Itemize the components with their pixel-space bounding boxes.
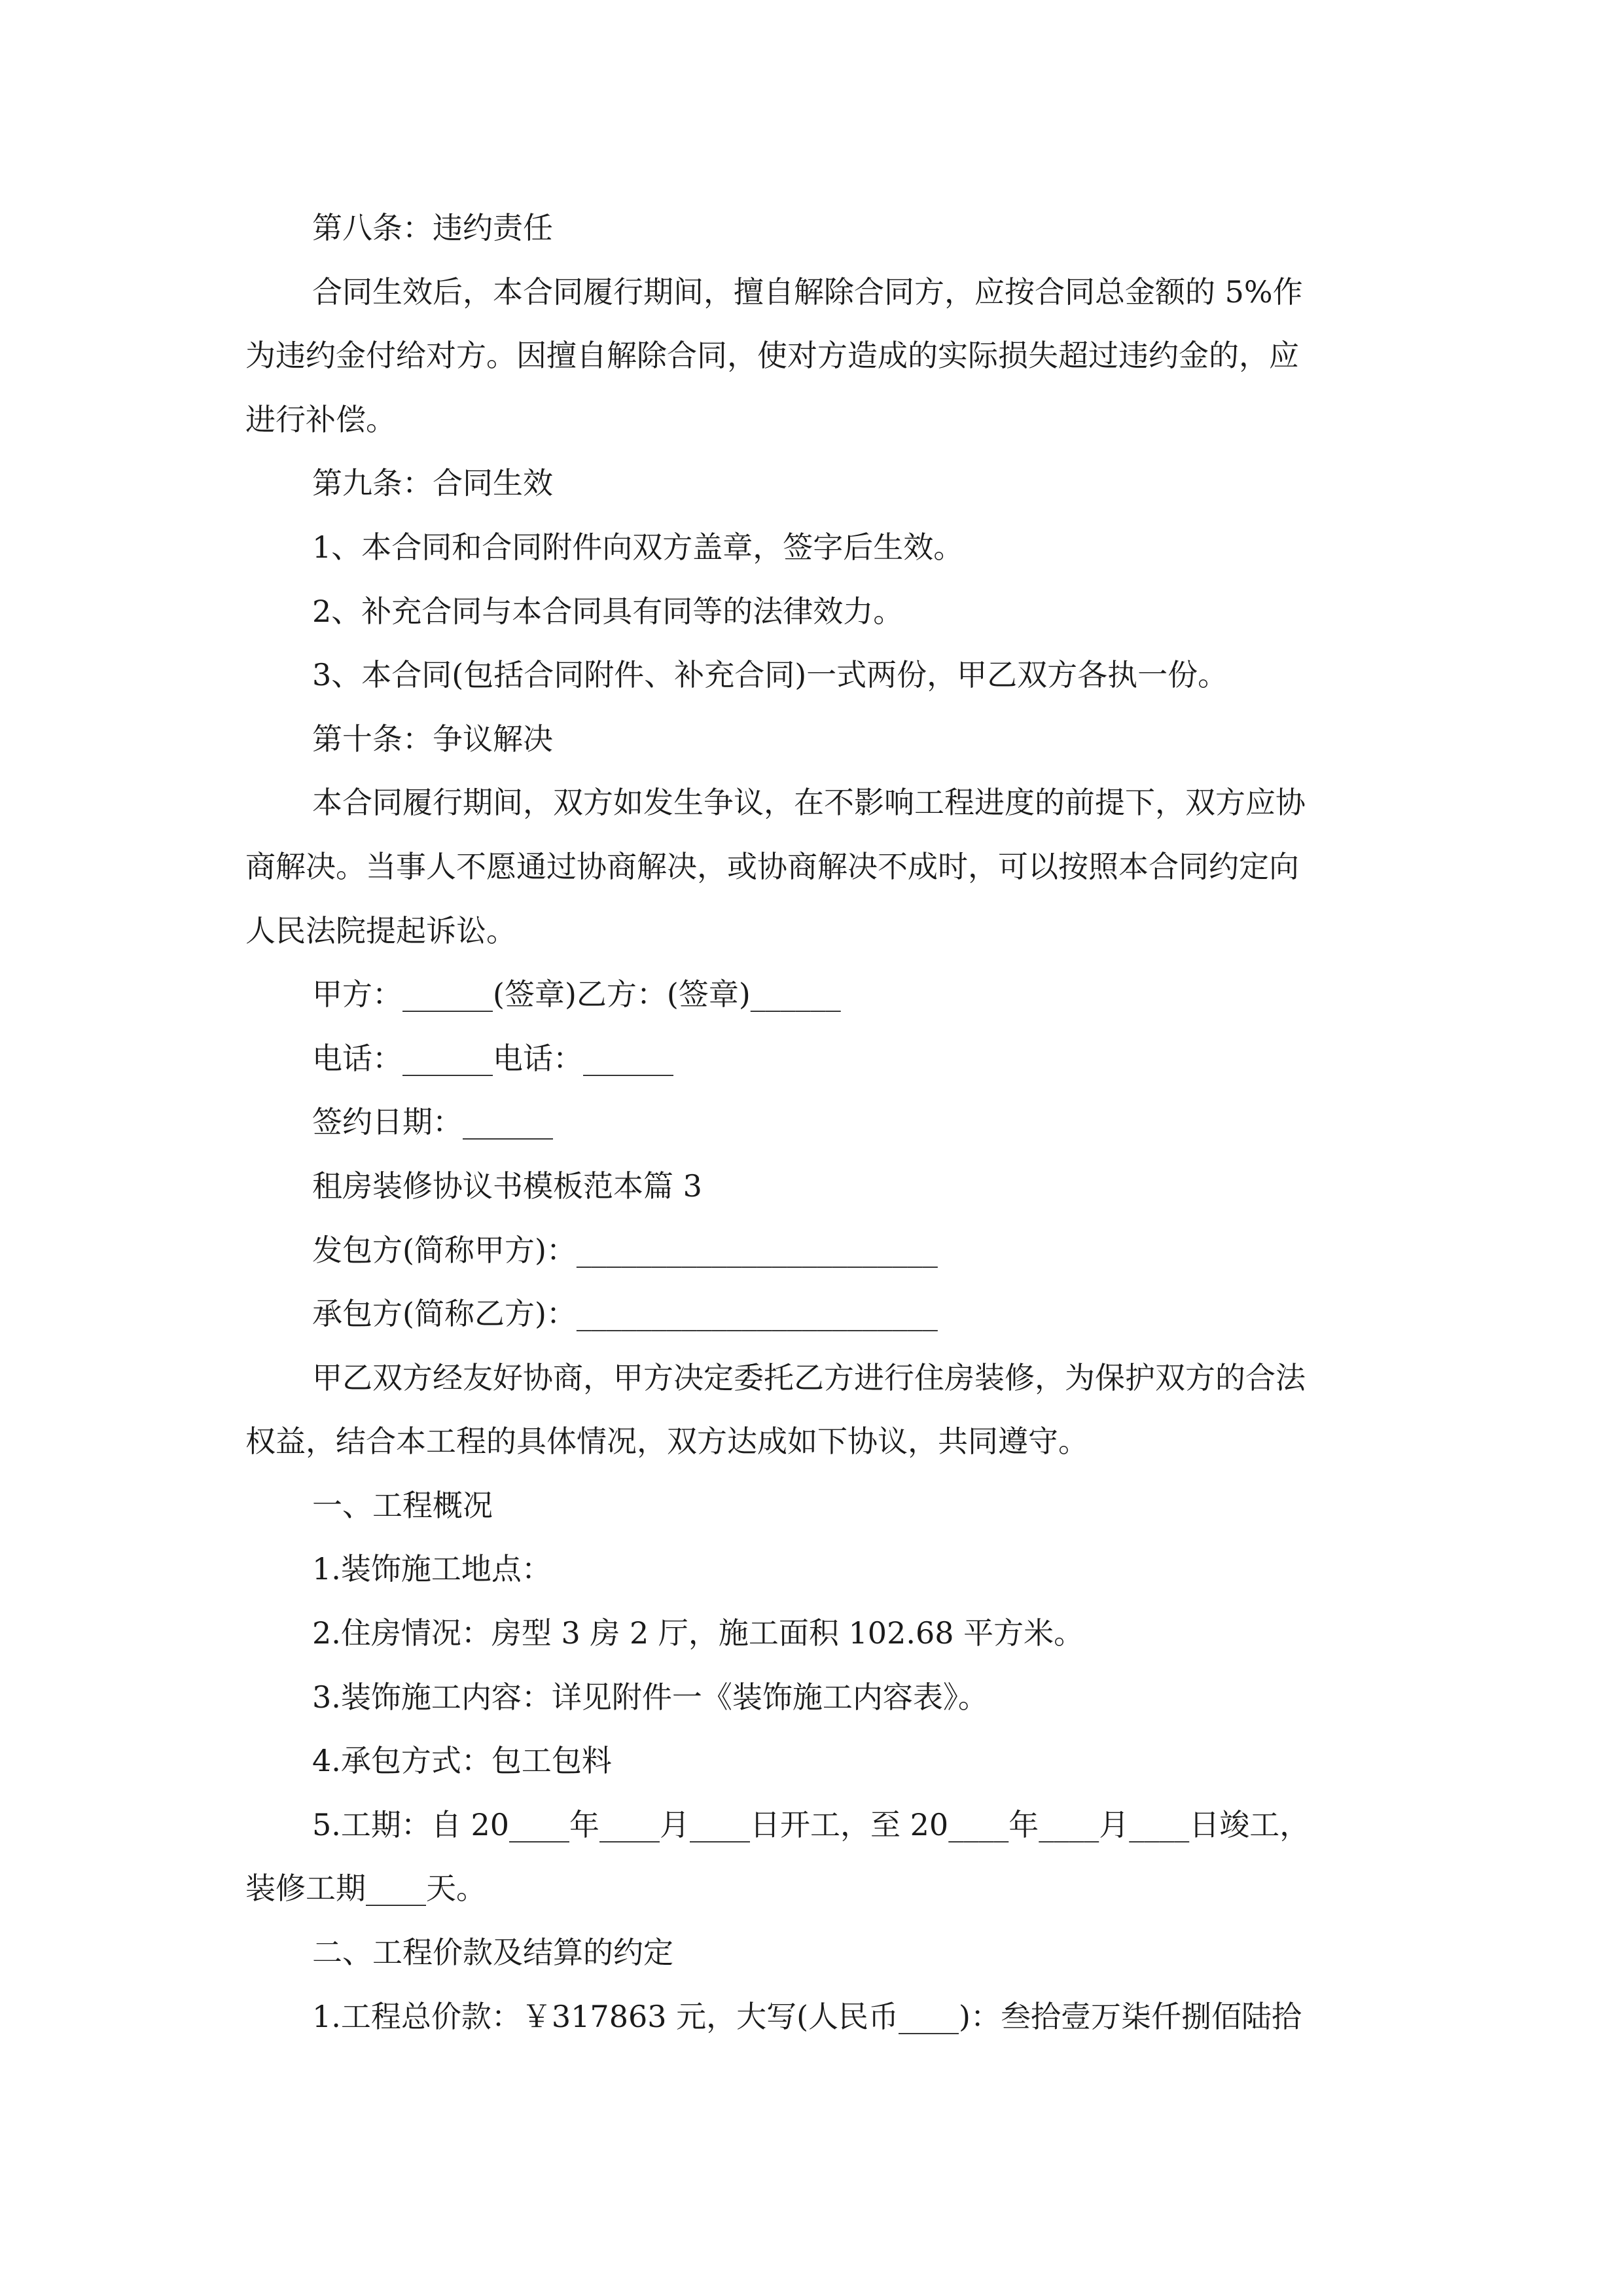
heading-article-8: 第八条：违约责任 — [312, 210, 553, 245]
list-item: 3.装饰施工内容：详见附件一《装饰施工内容表》。 — [312, 1679, 988, 1715]
list-item: 2、补充合同与本合同具有同等的法律效力。 — [312, 593, 904, 629]
party-b-line: 承包方(简称乙方)：________________________ — [312, 1296, 938, 1332]
paragraph-line: 为违约金付给对方。因擅自解除合同，使对方造成的实际损失超过违约金的，应 — [245, 338, 1299, 374]
list-item: 1.装饰施工地点： — [312, 1551, 552, 1587]
heading-price-settlement: 二、工程价款及结算的约定 — [312, 1935, 673, 1971]
heading-article-10: 第十条：争议解决 — [312, 721, 553, 757]
paragraph-line: 进行补偿。 — [245, 401, 396, 437]
signature-line-phone: 电话：______电话：______ — [312, 1040, 673, 1076]
list-item: 3、本合同(包括合同附件、补充合同)一式两份，甲乙双方各执一份。 — [312, 657, 1228, 693]
paragraph-line: 人民法院提起诉讼。 — [245, 912, 516, 948]
paragraph-line: 装修工期____天。 — [245, 1871, 486, 1907]
signature-line-date: 签约日期：______ — [312, 1104, 553, 1140]
paragraph-line: 权益，结合本工程的具体情况，双方达成如下协议，共同遵守。 — [245, 1424, 1088, 1460]
list-item: 1.工程总价款：￥317863 元，大写(人民币____)：叁拾壹万柒仟捌佰陆拾 — [312, 1998, 1302, 2034]
paragraph-line: 商解决。当事人不愿通过协商解决，或协商解决不成时，可以按照本合同约定向 — [245, 848, 1299, 884]
heading-article-9: 第九条：合同生效 — [312, 465, 553, 501]
paragraph-line: 合同生效后，本合同履行期间，擅自解除合同方，应按合同总金额的 5%作 — [312, 274, 1303, 310]
document-body — [245, 196, 1381, 2049]
list-item: 4.承包方式：包工包料 — [312, 1743, 612, 1779]
paragraph-line: 本合同履行期间，双方如发生争议，在不影响工程进度的前提下，双方应协 — [312, 785, 1306, 821]
list-item: 2.住房情况：房型 3 房 2 厅，施工面积 102.68 平方米。 — [312, 1615, 1084, 1651]
list-item: 1、本合同和合同附件向双方盖章，签字后生效。 — [312, 529, 964, 565]
list-item: 5.工期：自 20____年____月____日开工，至 20____年____月____日竣工， — [312, 1806, 1310, 1842]
heading-project-overview: 一、工程概况 — [312, 1487, 493, 1523]
signature-line-parties: 甲方：______(签章)乙方：(签章)______ — [312, 977, 841, 1013]
paragraph-line: 甲乙双方经友好协商，甲方决定委托乙方进行住房装修，为保护双方的合法 — [312, 1359, 1306, 1395]
party-a-line: 发包方(简称甲方)：________________________ — [312, 1232, 938, 1268]
section-title: 租房装修协议书模板范本篇 3 — [312, 1168, 702, 1204]
